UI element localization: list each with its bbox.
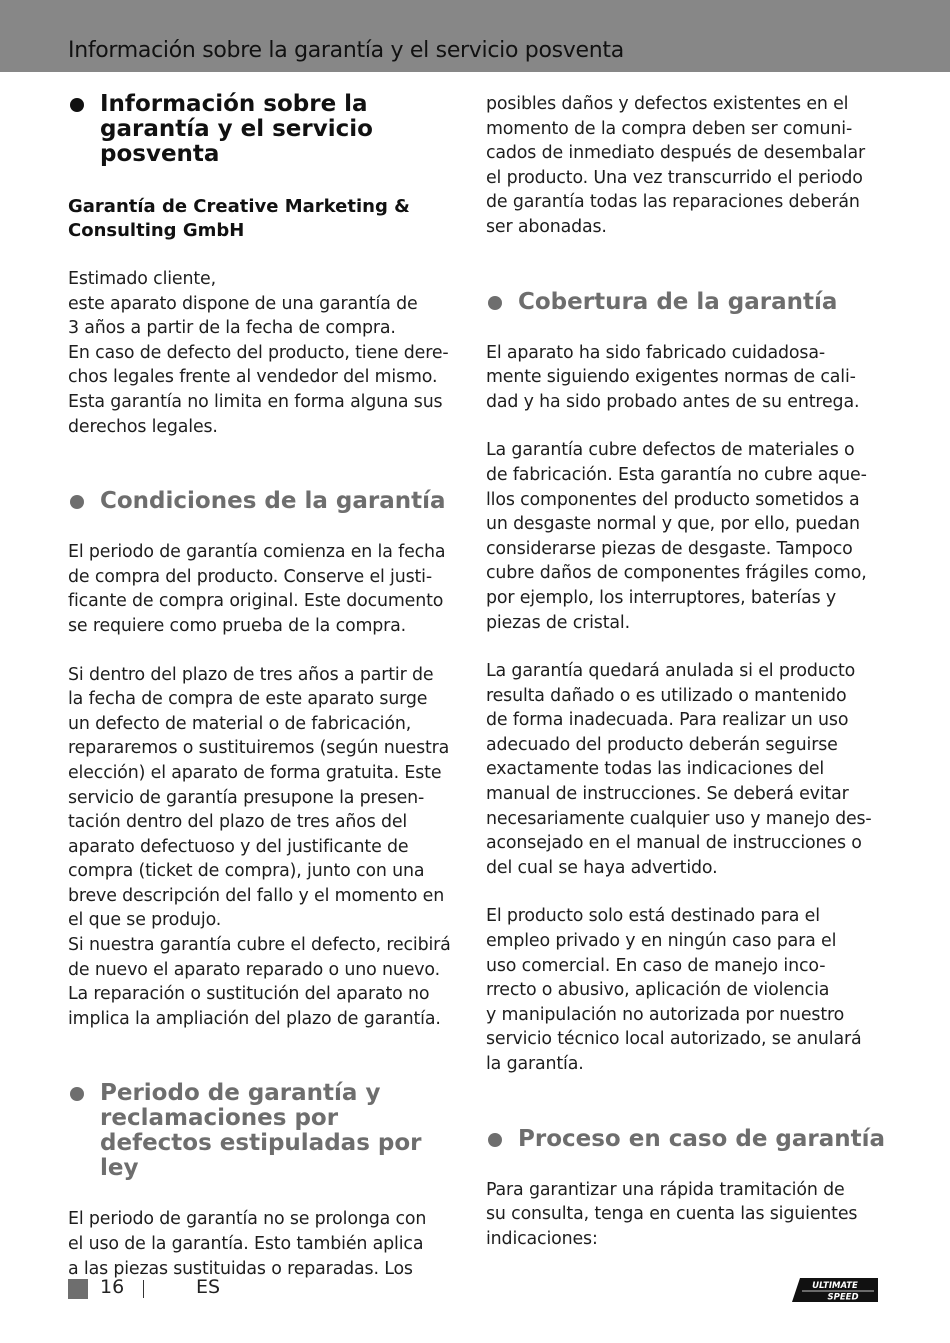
text-line: compra (ticket de compra), junto con una xyxy=(68,861,425,882)
text-line: ser abonadas. xyxy=(486,216,607,237)
text-line: de nuevo el aparato reparado o uno nuevo. xyxy=(68,959,440,980)
text-line: aparato defectuoso y del justificante de xyxy=(68,836,409,857)
text-line: La reparación o sustitución del aparato no xyxy=(68,984,430,1005)
ultimate-speed-logo xyxy=(788,1276,878,1304)
text-line: El periodo de garantía no se prolonga con xyxy=(68,1209,427,1230)
page-footer xyxy=(68,1276,888,1304)
text-line: ficante de compra original. Este documento xyxy=(68,591,444,612)
text-line: El periodo de garantía comienza en la fecha xyxy=(68,542,446,563)
intro-line: este aparato dispone de una garantía de xyxy=(68,293,418,314)
footer-marker-icon xyxy=(68,1279,88,1299)
logo-line-1: ULTIMATE xyxy=(812,1281,858,1291)
text-line: la garantía. xyxy=(486,1054,584,1074)
text-line: elección) el aparato de forma gratuita. Este xyxy=(68,762,442,783)
text-line: el uso de la garantía. Esto también aplica xyxy=(68,1234,424,1255)
text-line: de fabricación. Esta garantía no cubre aque- xyxy=(486,464,867,485)
text-line: y manipulación no autorizada por nuestro xyxy=(486,1004,845,1025)
text-line: cubre daños de componentes frágiles como, xyxy=(486,563,867,584)
text-line: por ejemplo, los interruptores, baterías y xyxy=(486,587,837,608)
text-line: servicio técnico local autorizado, se anulará xyxy=(486,1029,862,1050)
text-line: considerarse piezas de desgaste. Tampoco xyxy=(486,538,853,559)
text-line: el que se produjo. xyxy=(68,910,222,931)
text-line: exactamente todas las indicaciones del xyxy=(486,759,825,780)
text-line: necesariamente cualquier uso y manejo des- xyxy=(486,808,872,829)
text-line: mente siguiendo exigentes normas de cali- xyxy=(486,367,856,388)
coverage-paragraph-1 xyxy=(486,341,886,415)
right-column xyxy=(486,92,886,1251)
intro-line: 3 años a partir de la fecha de compra. xyxy=(68,318,396,339)
text-line: piezas de cristal. xyxy=(486,612,630,633)
conditions-paragraph-2 xyxy=(68,663,468,1032)
text-line: La garantía quedará anulada si el producto xyxy=(486,661,856,682)
intro-line: chos legales frente al vendedor del mismo. xyxy=(68,367,438,388)
coverage-paragraph-3 xyxy=(486,659,886,880)
footer-divider xyxy=(143,1280,144,1298)
process-paragraph-1 xyxy=(486,1178,886,1252)
text-line: El producto solo está destinado para el xyxy=(486,906,820,927)
bullet-icon xyxy=(70,1087,84,1101)
text-line: se requiere como prueba de la compra. xyxy=(68,615,407,636)
intro-paragraph xyxy=(68,267,468,439)
text-line: indicaciones: xyxy=(486,1228,598,1249)
text-line: Para garantizar una rápida tramitación de xyxy=(486,1179,845,1200)
bullet-icon xyxy=(488,1133,502,1147)
text-line: dad y ha sido probado antes de su entrega. xyxy=(486,391,860,412)
text-line: la fecha de compra de este aparato surge xyxy=(68,689,428,710)
process-heading-text: Proceso en caso de garantía xyxy=(518,1125,886,1152)
text-line: llos componentes del producto sometidos a xyxy=(486,489,860,510)
text-line: posibles daños y defectos existentes en el xyxy=(486,94,849,114)
page-header xyxy=(0,0,950,72)
left-column xyxy=(68,92,468,1281)
main-heading xyxy=(68,92,468,167)
intro-line: En caso de defecto del producto, tiene dere- xyxy=(68,342,449,363)
coverage-paragraph-2 xyxy=(486,438,886,635)
text-line: del cual se haya advertido. xyxy=(486,857,718,878)
text-line: de forma inadecuada. Para realizar un uso xyxy=(486,710,849,731)
text-line: La garantía cubre defectos de materiales o xyxy=(486,440,855,461)
text-line: servicio de garantía presupone la presen- xyxy=(68,787,425,808)
period-heading-text: Periodo de garantía y reclamaciones por defectos estipuladas por ley xyxy=(100,1080,422,1182)
continuation-paragraph xyxy=(486,92,886,240)
text-line: aconsejado en el manual de instrucciones o xyxy=(486,833,862,854)
text-line: breve descripción del fallo y el momento en xyxy=(68,885,445,906)
intro-line: Estimado cliente, xyxy=(68,269,216,289)
bullet-icon xyxy=(70,495,84,509)
text-line: momento de la compra deben ser comuni- xyxy=(486,118,853,139)
text-line: uso comercial. En caso de manejo inco- xyxy=(486,955,826,976)
warranty-subheading: Garantía de Creative Marketing & Consulting GmbH xyxy=(68,196,410,241)
conditions-heading xyxy=(68,489,468,514)
main-heading-text: Información sobre la garantía y el servicio posventa xyxy=(100,91,373,167)
logo-line-2: SPEED xyxy=(827,1292,859,1303)
process-heading xyxy=(486,1127,886,1152)
text-line: repararemos o sustituiremos (según nuestra xyxy=(68,738,450,759)
period-paragraph-1 xyxy=(68,1207,468,1281)
text-line: tación dentro del plazo de tres años del xyxy=(68,812,408,833)
text-line: Si dentro del plazo de tres años a partir de xyxy=(68,664,434,685)
text-line: de garantía todas las reparaciones deberán xyxy=(486,192,860,213)
language-code: ES xyxy=(196,1276,221,1298)
text-line: Si nuestra garantía cubre el defecto, recibirá xyxy=(68,935,451,956)
text-line: un desgaste normal y que, por ello, puedan xyxy=(486,514,860,535)
text-line: empleo privado y en ningún caso para el xyxy=(486,931,837,952)
bullet-icon xyxy=(70,98,84,112)
page-number: 16 xyxy=(100,1276,125,1298)
coverage-heading xyxy=(486,290,886,315)
text-line: resulta dañado o es utilizado o mantenido xyxy=(486,685,847,706)
text-line: cados de inmediato después de desembalar xyxy=(486,143,865,164)
text-line: El aparato ha sido fabricado cuidadosa- xyxy=(486,342,825,363)
text-line: implica la ampliación del plazo de garantía. xyxy=(68,1008,441,1029)
text-line: manual de instrucciones. Se deberá evitar xyxy=(486,784,849,805)
intro-line: Esta garantía no limita en forma alguna sus xyxy=(68,391,443,412)
coverage-heading-text: Cobertura de la garantía xyxy=(518,288,838,315)
text-line: el producto. Una vez transcurrido el periodo xyxy=(486,167,863,188)
text-line: un defecto de material o de fabricación, xyxy=(68,713,412,734)
text-line: a las piezas sustituidas o reparadas. Los xyxy=(68,1258,413,1279)
conditions-paragraph-1 xyxy=(68,540,468,638)
period-heading xyxy=(68,1081,468,1181)
header-title: Información sobre la garantía y el servicio posventa xyxy=(68,38,624,63)
text-line: su consulta, tenga en cuenta las siguientes xyxy=(486,1204,858,1225)
intro-line: derechos legales. xyxy=(68,416,218,437)
bullet-icon xyxy=(488,296,502,310)
text-line: rrecto o abusivo, aplicación de violencia xyxy=(486,980,830,1001)
text-line: adecuado del producto deberán seguirse xyxy=(486,734,838,755)
text-line: de compra del producto. Conserve el justi- xyxy=(68,566,432,587)
coverage-paragraph-4 xyxy=(486,904,886,1076)
conditions-heading-text: Condiciones de la garantía xyxy=(100,488,446,515)
